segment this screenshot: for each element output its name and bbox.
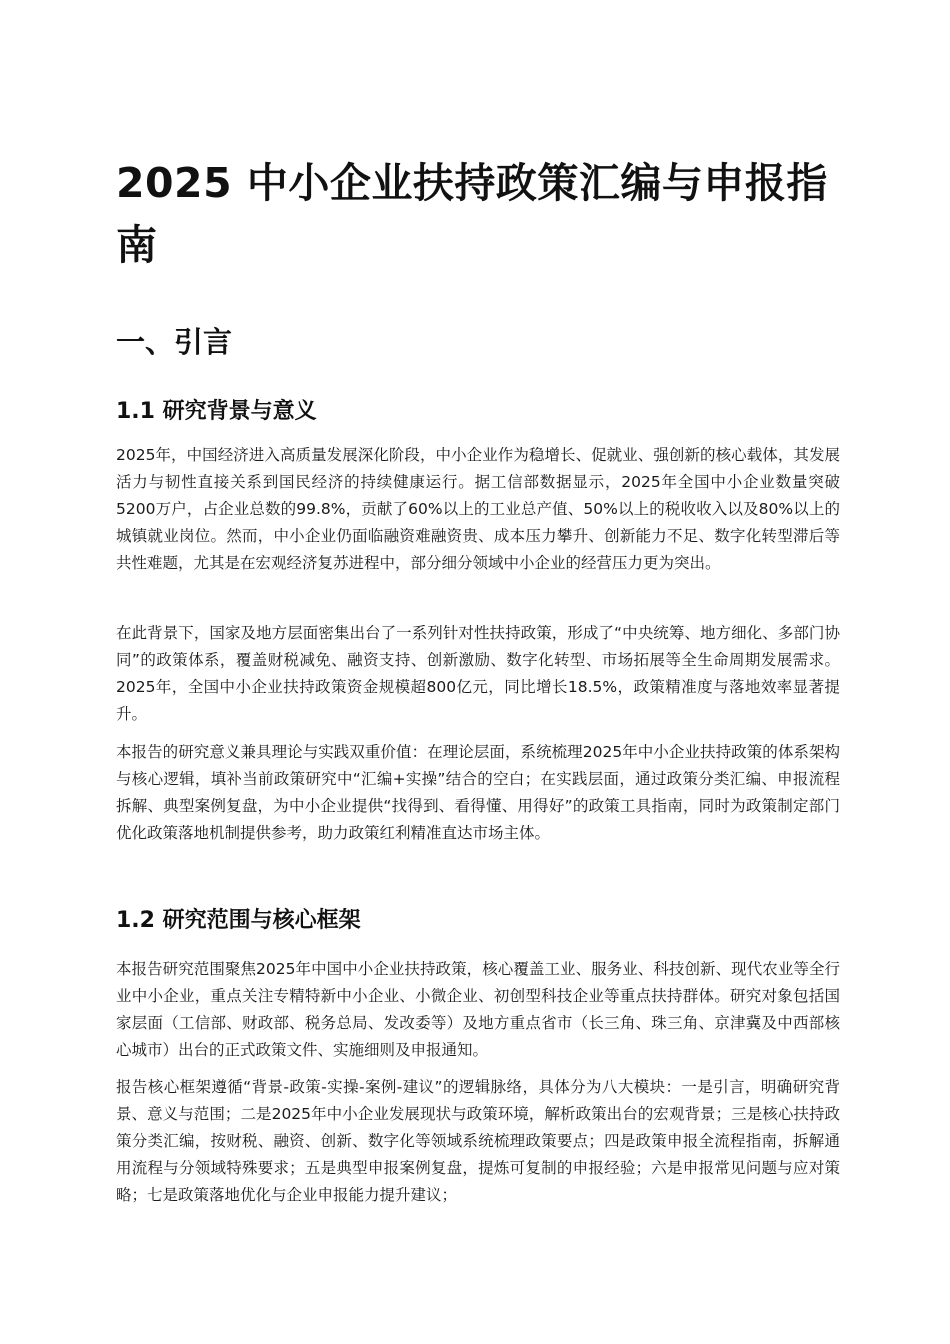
document-title: 2025 中小企业扶持政策汇编与申报指南 <box>116 159 828 269</box>
paragraph-1-1-c: 本报告的研究意义兼具理论与实践双重价值：在理论层面，系统梳理2025年中小企业扶持政策的体系架构与核心逻辑，填补当前政策研究中“汇编+实操”结合的空白；在实践层面，通过政策分类汇编、申报流程拆解、典型案例复盘，为中小企业提供“找得到、看得懂、用得好”的政策工具指南，同时为政策制定部门优化政策落地机制提供参考，助力政策红利精准直达市场主体。 <box>116 743 840 842</box>
paragraph-1-1-b: 在此背景下，国家及地方层面密集出台了一系列针对性扶持政策，形成了“中央统筹、地方细化、多部门协同”的政策体系，覆盖财税减免、融资支持、创新激励、数字化转型、市场拓展等全生命周期发展需求。2025年，全国中小企业扶持政策资金规模超800亿元，同比增长18.5%，政策精准度与落地效率显著提升。 <box>116 624 840 723</box>
subsection-heading-1-2: 1.2 研究范围与核心框架 <box>116 908 361 933</box>
subsection-heading-1-1: 1.1 研究背景与意义 <box>116 399 317 424</box>
section-heading-introduction: 一、引言 <box>116 325 233 359</box>
paragraph-1-2-b: 报告核心框架遵循“背景-政策-实操-案例-建议”的逻辑脉络，具体分为八大模块：一是引言，明确研究背景、意义与范围；二是2025年中小企业发展现状与政策环境，解析政策出台的宏观背景；三是核心扶持政策分类汇编，按财税、融资、创新、数字化等领域系统梳理政策要点；四是政策申报全流程指南，拆解通用流程与分领域特殊要求；五是典型申报案例复盘，提炼可复制的申报经验；六是申报常见问题与应对策略；七是政策落地优化与企业申报能力提升建议； <box>116 1078 840 1204</box>
paragraph-1-2-a: 本报告研究范围聚焦2025年中国中小企业扶持政策，核心覆盖工业、服务业、科技创新、现代农业等全行业中小企业，重点关注专精特新中小企业、小微企业、初创型科技企业等重点扶持群体。研究对象包括国家层面（工信部、财政部、税务总局、发改委等）及地方重点省市（长三角、珠三角、京津冀及中西部核心城市）出台的正式政策文件、实施细则及申报通知。 <box>116 960 840 1059</box>
paragraph-1-1-a: 2025年，中国经济进入高质量发展深化阶段，中小企业作为稳增长、促就业、强创新的核心载体，其发展活力与韧性直接关系到国民经济的持续健康运行。据工信部数据显示，2025年全国中小企业数量突破5200万户，占企业总数的99.8%，贡献了60%以上的工业总产值、50%以上的税收收入以及80%以上的城镇就业岗位。然而，中小企业仍面临融资难融资贵、成本压力攀升、创新能力不足、数字化转型滞后等共性难题，尤其是在宏观经济复苏进程中，部分细分领域中小企业的经营压力更为突出。 <box>116 446 840 572</box>
